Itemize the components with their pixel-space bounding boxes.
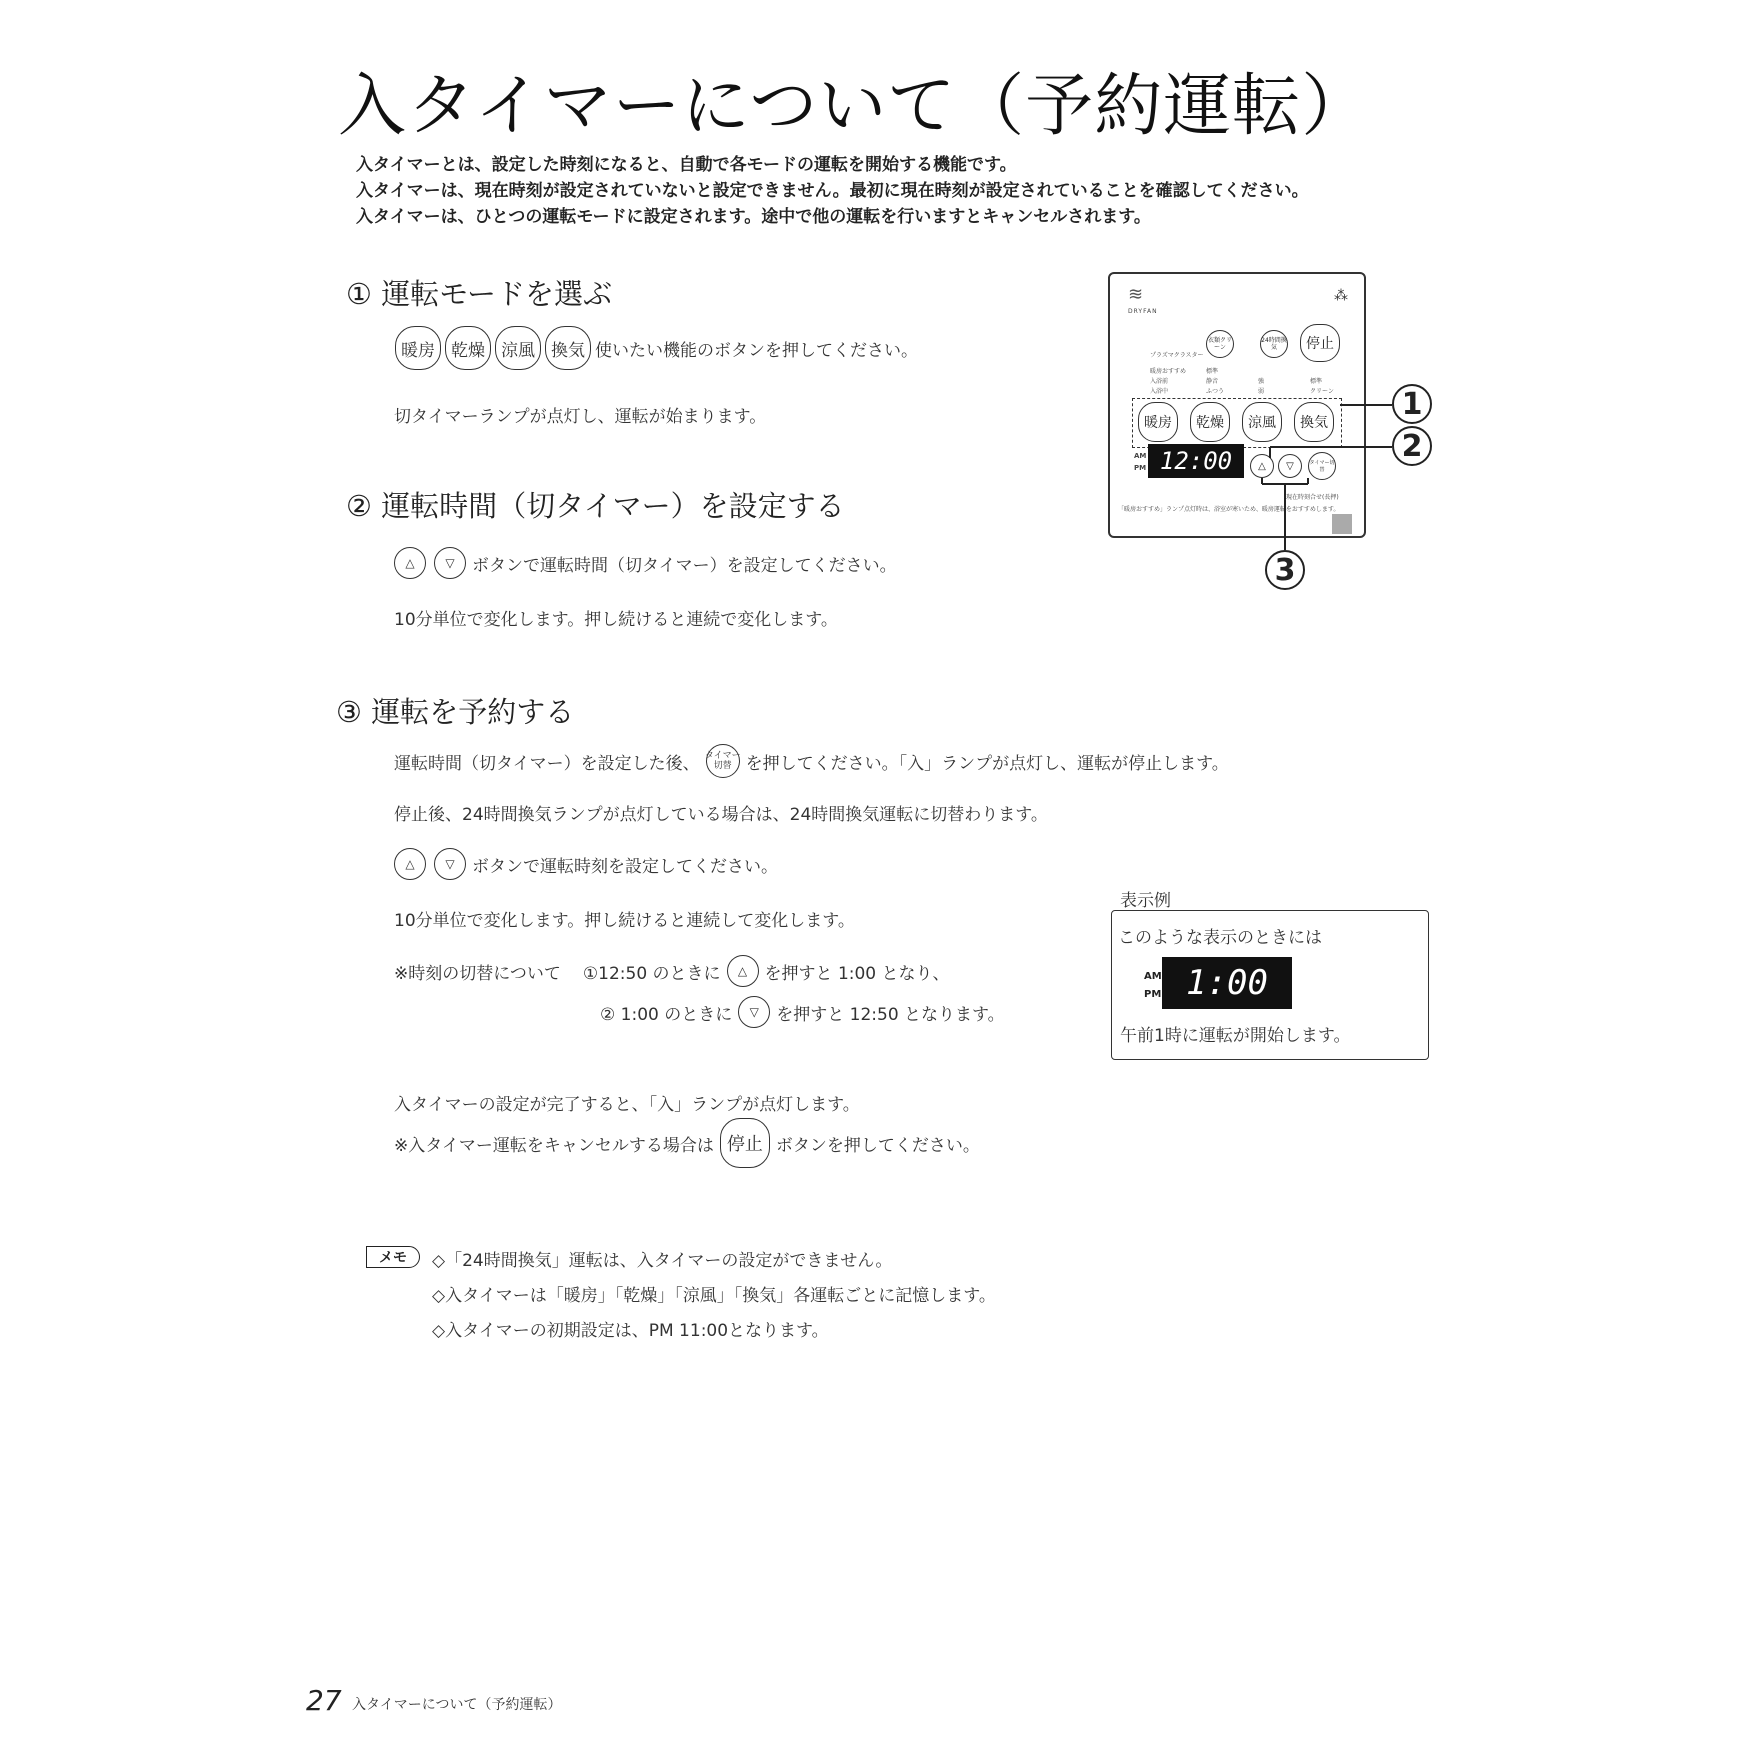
panel-pm: PM	[1134, 464, 1147, 472]
step1-note: 切タイマーランプが点灯し、運転が始まります。	[394, 407, 767, 427]
sharp-logo-icon: ⁂	[1334, 288, 1348, 304]
down-button[interactable]: ▽	[434, 848, 466, 880]
opt-label: ふつう	[1206, 388, 1225, 395]
mode-button-dry[interactable]: 乾燥	[445, 326, 491, 370]
opt-label: 入浴前	[1150, 378, 1169, 385]
panel-mode-heat[interactable]: 暖房	[1138, 402, 1178, 442]
switch-text: を押すと 12:50 となります。	[776, 1004, 1005, 1025]
callout-1: 1	[1392, 384, 1432, 424]
panel-up-button[interactable]: △	[1250, 454, 1274, 478]
step2-desc: ボタンで運転時間（切タイマー）を設定してください。	[472, 555, 897, 576]
step2-note: 10分単位で変化します。押し続けると連続で変化します。	[394, 610, 838, 630]
plasma-label: プラズマクラスター	[1150, 352, 1204, 359]
step3-heading: ③ 運転を予約する	[336, 695, 575, 729]
example-am: AM	[1144, 971, 1162, 982]
up-button[interactable]: △	[727, 955, 759, 987]
step3-line4: 10分単位で変化します。押し続けると連続して変化します。	[394, 911, 855, 931]
opt-label: 標準	[1310, 378, 1323, 385]
brand-icon: ≋	[1128, 284, 1144, 305]
memo-item: ◇入タイマーの初期設定は、PM 11:00となります。	[432, 1321, 829, 1341]
intro-line: 入タイマーは、現在時刻が設定されていないと設定できません。最初に現在時刻が設定されていることを確認してください。	[356, 181, 1309, 201]
panel-mode-vent[interactable]: 換気	[1294, 402, 1334, 442]
panel-footer-note: 「暖房おすすめ」ランプ点灯時は、浴室が寒いため、暖房運転をおすすめします。	[1118, 506, 1340, 513]
switch-label: ※時刻の切替について	[394, 963, 561, 984]
step2-heading: ② 運転時間（切タイマー）を設定する	[346, 489, 845, 523]
example-caption: このような表示のときには	[1118, 928, 1322, 948]
current-time-label: 現在時刻合せ(長押)	[1286, 494, 1339, 501]
example-pm: PM	[1144, 989, 1162, 1000]
page-number: 27	[306, 1684, 342, 1717]
vent24-button[interactable]: 24時間換気	[1260, 330, 1288, 358]
intro-line: 入タイマーは、ひとつの運転モードに設定されます。途中で他の運転を行いますとキャンセルされます。	[356, 207, 1151, 227]
mode-button-heat[interactable]: 暖房	[395, 326, 441, 370]
panel-display: 12:00	[1148, 444, 1244, 478]
panel-am: AM	[1134, 452, 1147, 460]
opt-label: 静音	[1206, 378, 1219, 385]
switch-text: ② 1:00 のときに	[600, 1004, 733, 1025]
opt-label: 強	[1258, 378, 1265, 385]
example-label: 表示例	[1120, 891, 1171, 911]
step3-text: を押してください。「入」ランプが点灯し、運転が停止します。	[745, 753, 1229, 774]
panel-stop-button[interactable]: 停止	[1300, 324, 1340, 362]
opt-label: 標準	[1206, 368, 1219, 375]
down-button[interactable]: ▽	[738, 996, 770, 1028]
clothes-clean-button[interactable]: 衣類クリーン	[1206, 330, 1234, 358]
example-display: 1:00	[1162, 957, 1292, 1009]
intro-line: 入タイマーとは、設定した時刻になると、自動で各モードの運転を開始する機能です。	[356, 155, 1017, 175]
opt-label: クリーン	[1310, 388, 1334, 395]
stop-button[interactable]: 停止	[720, 1118, 770, 1168]
switch-text: を押すと 1:00 となり、	[764, 963, 950, 984]
up-button[interactable]: △	[394, 848, 426, 880]
panel-mode-cool[interactable]: 涼風	[1242, 402, 1282, 442]
down-button[interactable]: ▽	[434, 547, 466, 579]
opt-label: 入浴中	[1150, 388, 1169, 395]
callout-2: 2	[1392, 426, 1432, 466]
step1-heading: ① 運転モードを選ぶ	[346, 277, 613, 311]
up-button[interactable]: △	[394, 547, 426, 579]
step3-text: ボタンで運転時刻を設定してください。	[472, 856, 778, 877]
mode-button-cool[interactable]: 涼風	[495, 326, 541, 370]
memo-item: ◇入タイマーは「暖房」「乾燥」「涼風」「換気」各運転ごとに記憶します。	[432, 1286, 996, 1306]
opt-label: 弱	[1258, 388, 1265, 395]
cancel-text: ボタンを押してください。	[775, 1135, 980, 1156]
step3-text: 運転時間（切タイマー）を設定した後、	[394, 753, 700, 774]
panel-timer-button[interactable]: タイマー切替	[1308, 452, 1336, 480]
page-title: 入タイマーについて（予約運転）	[338, 67, 1371, 146]
panel-mode-dry[interactable]: 乾燥	[1190, 402, 1230, 442]
example-result: 午前1時に運転が開始します。	[1120, 1026, 1351, 1046]
step1-desc: 使いたい機能のボタンを押してください。	[595, 340, 918, 361]
timer-btn-bottom: 切替	[713, 761, 732, 771]
timer-btn-top: タイマー	[704, 751, 741, 761]
memo-tag-label: メモ	[366, 1246, 420, 1268]
callout-3: 3	[1265, 550, 1305, 590]
footer-section: 入タイマーについて（予約運転）	[352, 1697, 562, 1713]
mode-button-vent[interactable]: 換気	[545, 326, 591, 370]
brand-label: DRYFAN	[1128, 308, 1158, 315]
switch-text: ①12:50 のときに	[582, 963, 721, 984]
complete-text: 入タイマーの設定が完了すると、「入」ランプが点灯します。	[394, 1095, 860, 1115]
panel-down-button[interactable]: ▽	[1278, 454, 1302, 478]
opt-label: 暖房おすすめ	[1150, 368, 1187, 375]
memo-item: ◇「24時間換気」運転は、入タイマーの設定ができません。	[432, 1251, 893, 1271]
cancel-text: ※入タイマー運転をキャンセルする場合は	[394, 1135, 714, 1156]
step3-line2: 停止後、24時間換気ランプが点灯している場合は、24時間換気運転に切替わります。	[394, 805, 1048, 825]
